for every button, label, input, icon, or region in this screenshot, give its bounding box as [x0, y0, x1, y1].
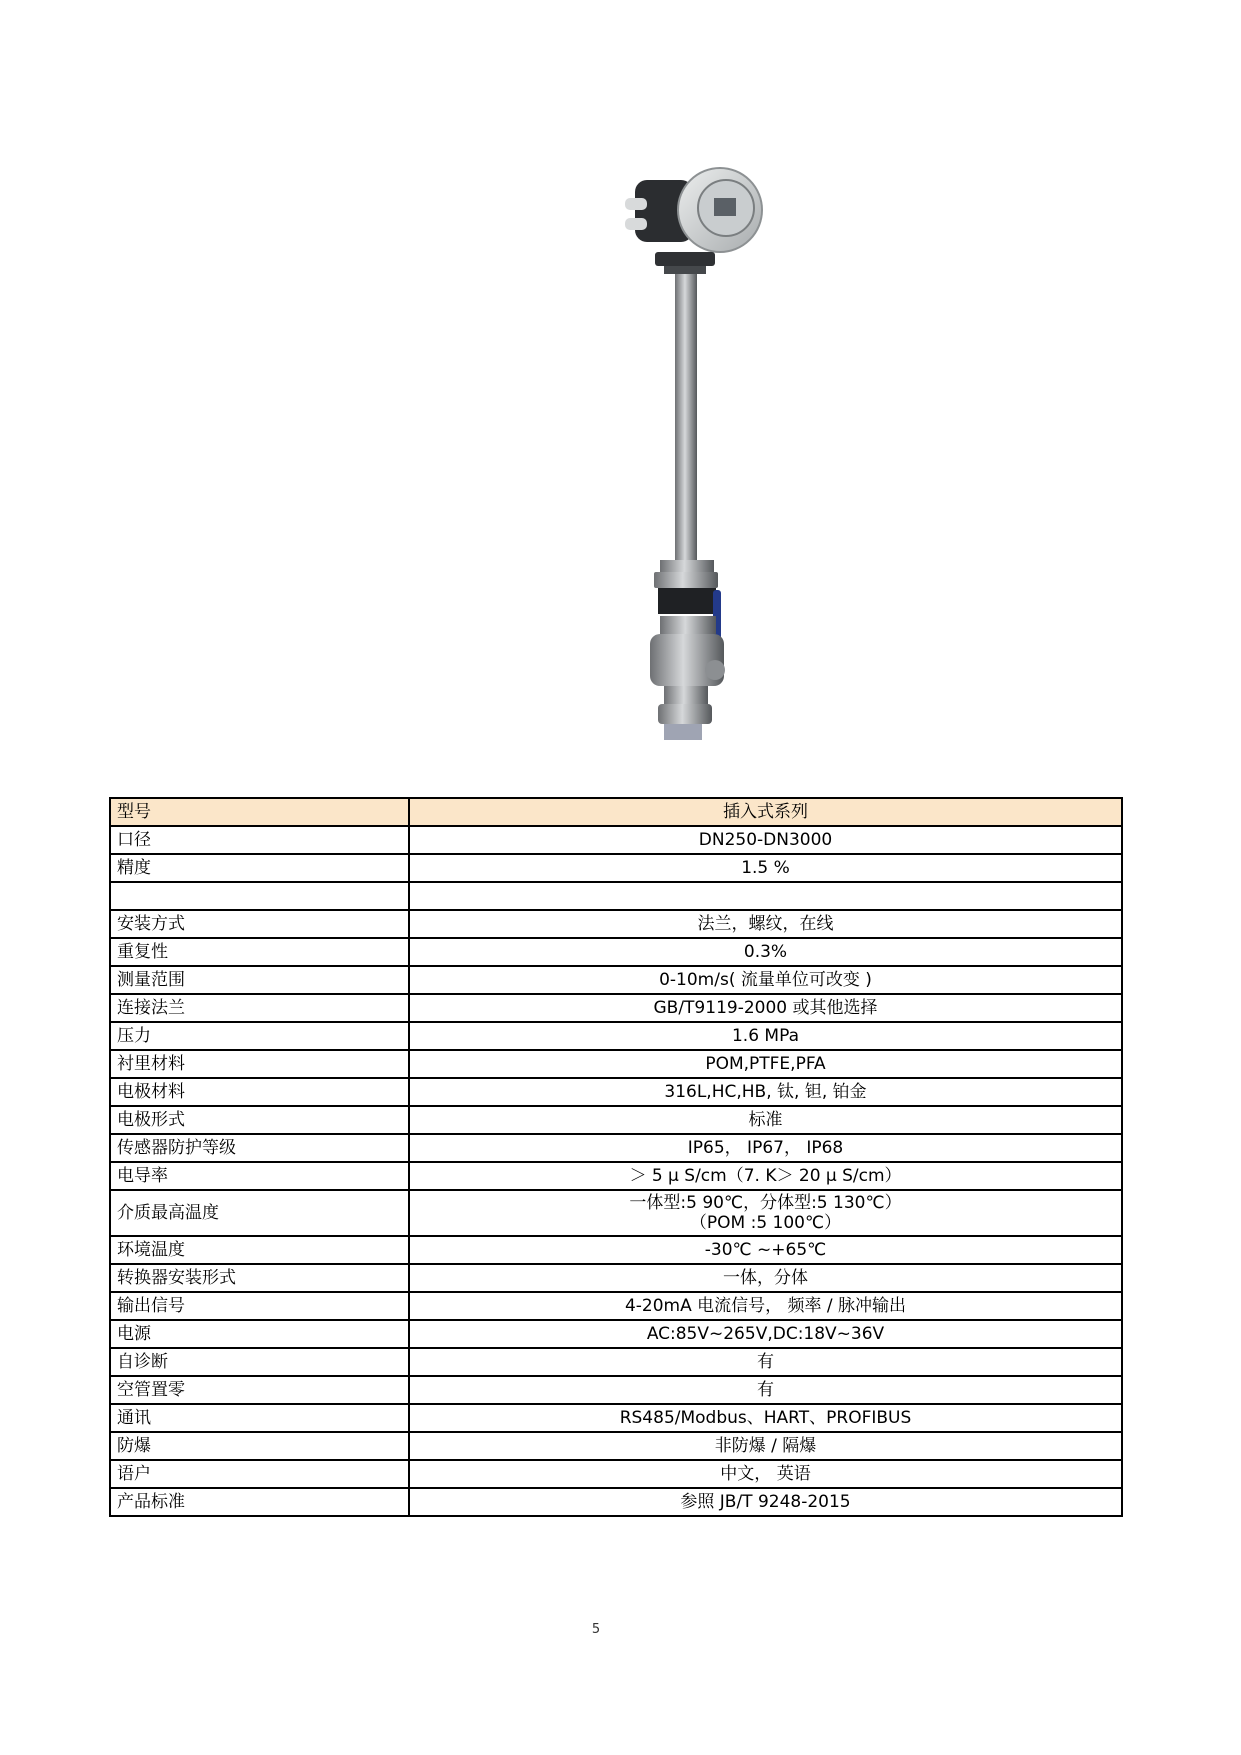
row-value: 0.3%: [409, 938, 1122, 966]
table-row: [110, 1236, 1122, 1264]
row-label: 重复性: [110, 938, 409, 966]
table-row: [110, 1190, 1122, 1236]
row-value: 一体，分体: [409, 1264, 1122, 1292]
table-row: [110, 1488, 1122, 1516]
row-label: 语户: [110, 1460, 409, 1488]
table-row: [110, 910, 1122, 938]
row-label: [110, 882, 409, 910]
row-value: 有: [409, 1348, 1122, 1376]
row-label: 压力: [110, 1022, 409, 1050]
table-row: [110, 882, 1122, 910]
row-value: DN250-DN3000: [409, 826, 1122, 854]
table-row: [110, 1404, 1122, 1432]
row-value: 参照 JB/T 9248-2015: [409, 1488, 1122, 1516]
row-label: 电源: [110, 1320, 409, 1348]
row-value: AC:85V~265V,DC:18V~36V: [409, 1320, 1122, 1348]
table-row: [110, 1106, 1122, 1134]
row-label: 口径: [110, 826, 409, 854]
table-row: [110, 1264, 1122, 1292]
row-value: 0-10m/s( 流量单位可改变 ): [409, 966, 1122, 994]
row-label: 电导率: [110, 1162, 409, 1190]
row-label: 传感器防护等级: [110, 1134, 409, 1162]
table-row: [110, 1292, 1122, 1320]
header-value: 插入式系列: [409, 798, 1122, 826]
row-value: POM,PTFE,PFA: [409, 1050, 1122, 1078]
row-value: 法兰，螺纹，在线: [409, 910, 1122, 938]
table-row: [110, 966, 1122, 994]
row-label: 环境温度: [110, 1236, 409, 1264]
row-label: 输出信号: [110, 1292, 409, 1320]
row-label: 介质最高温度: [110, 1190, 409, 1236]
row-label: 电极材料: [110, 1078, 409, 1106]
table-row: [110, 1320, 1122, 1348]
row-value: 中文， 英语: [409, 1460, 1122, 1488]
row-value-multiline: [409, 1190, 1122, 1236]
row-value: GB/T9119-2000 或其他选择: [409, 994, 1122, 1022]
table-row: [110, 994, 1122, 1022]
row-value-line-2: （POM :5 100℃）: [689, 1213, 842, 1233]
header-label: 型号: [110, 798, 409, 826]
row-value: 1.6 MPa: [409, 1022, 1122, 1050]
page-number: 5: [591, 1622, 601, 1637]
table-row: [110, 1162, 1122, 1190]
row-value: IP65， IP67， IP68: [409, 1134, 1122, 1162]
table-row: [110, 1432, 1122, 1460]
row-value: RS485/Modbus、HART、PROFIBUS: [409, 1404, 1122, 1432]
table-row: [110, 1134, 1122, 1162]
product-image: [620, 160, 800, 740]
row-label: 自诊断: [110, 1348, 409, 1376]
row-label: 安装方式: [110, 910, 409, 938]
row-label: 衬里材料: [110, 1050, 409, 1078]
table-row: [110, 1376, 1122, 1404]
table-row: [110, 854, 1122, 882]
table-row: [110, 1078, 1122, 1106]
row-label: 防爆: [110, 1432, 409, 1460]
row-value: 1.5 %: [409, 854, 1122, 882]
row-label: 转换器安装形式: [110, 1264, 409, 1292]
table-row: [110, 1460, 1122, 1488]
table-row: [110, 826, 1122, 854]
table-row: [110, 938, 1122, 966]
row-value: 有: [409, 1376, 1122, 1404]
row-value-line-1: 一体型:5 90℃，分体型:5 130℃）: [629, 1193, 902, 1213]
table-header-row: [110, 798, 1122, 826]
row-value: [409, 882, 1122, 910]
row-value: 标准: [409, 1106, 1122, 1134]
row-label: 产品标准: [110, 1488, 409, 1516]
row-label: 精度: [110, 854, 409, 882]
spec-table: [109, 797, 1123, 1517]
row-value: -30℃ ~+65℃: [409, 1236, 1122, 1264]
row-value: 4-20mA 电流信号， 频率 / 脉冲输出: [409, 1292, 1122, 1320]
row-label: 测量范围: [110, 966, 409, 994]
table-row: [110, 1348, 1122, 1376]
row-label: 空管置零: [110, 1376, 409, 1404]
row-value: 316L,HC,HB, 钛, 钽, 铂金: [409, 1078, 1122, 1106]
row-value: ＞ 5 μ S/cm（7. K＞ 20 μ S/cm）: [409, 1162, 1122, 1190]
table-row: [110, 1050, 1122, 1078]
row-value: 非防爆 / 隔爆: [409, 1432, 1122, 1460]
row-label: 电极形式: [110, 1106, 409, 1134]
row-label: 连接法兰: [110, 994, 409, 1022]
row-label: 通讯: [110, 1404, 409, 1432]
table-row: [110, 1022, 1122, 1050]
